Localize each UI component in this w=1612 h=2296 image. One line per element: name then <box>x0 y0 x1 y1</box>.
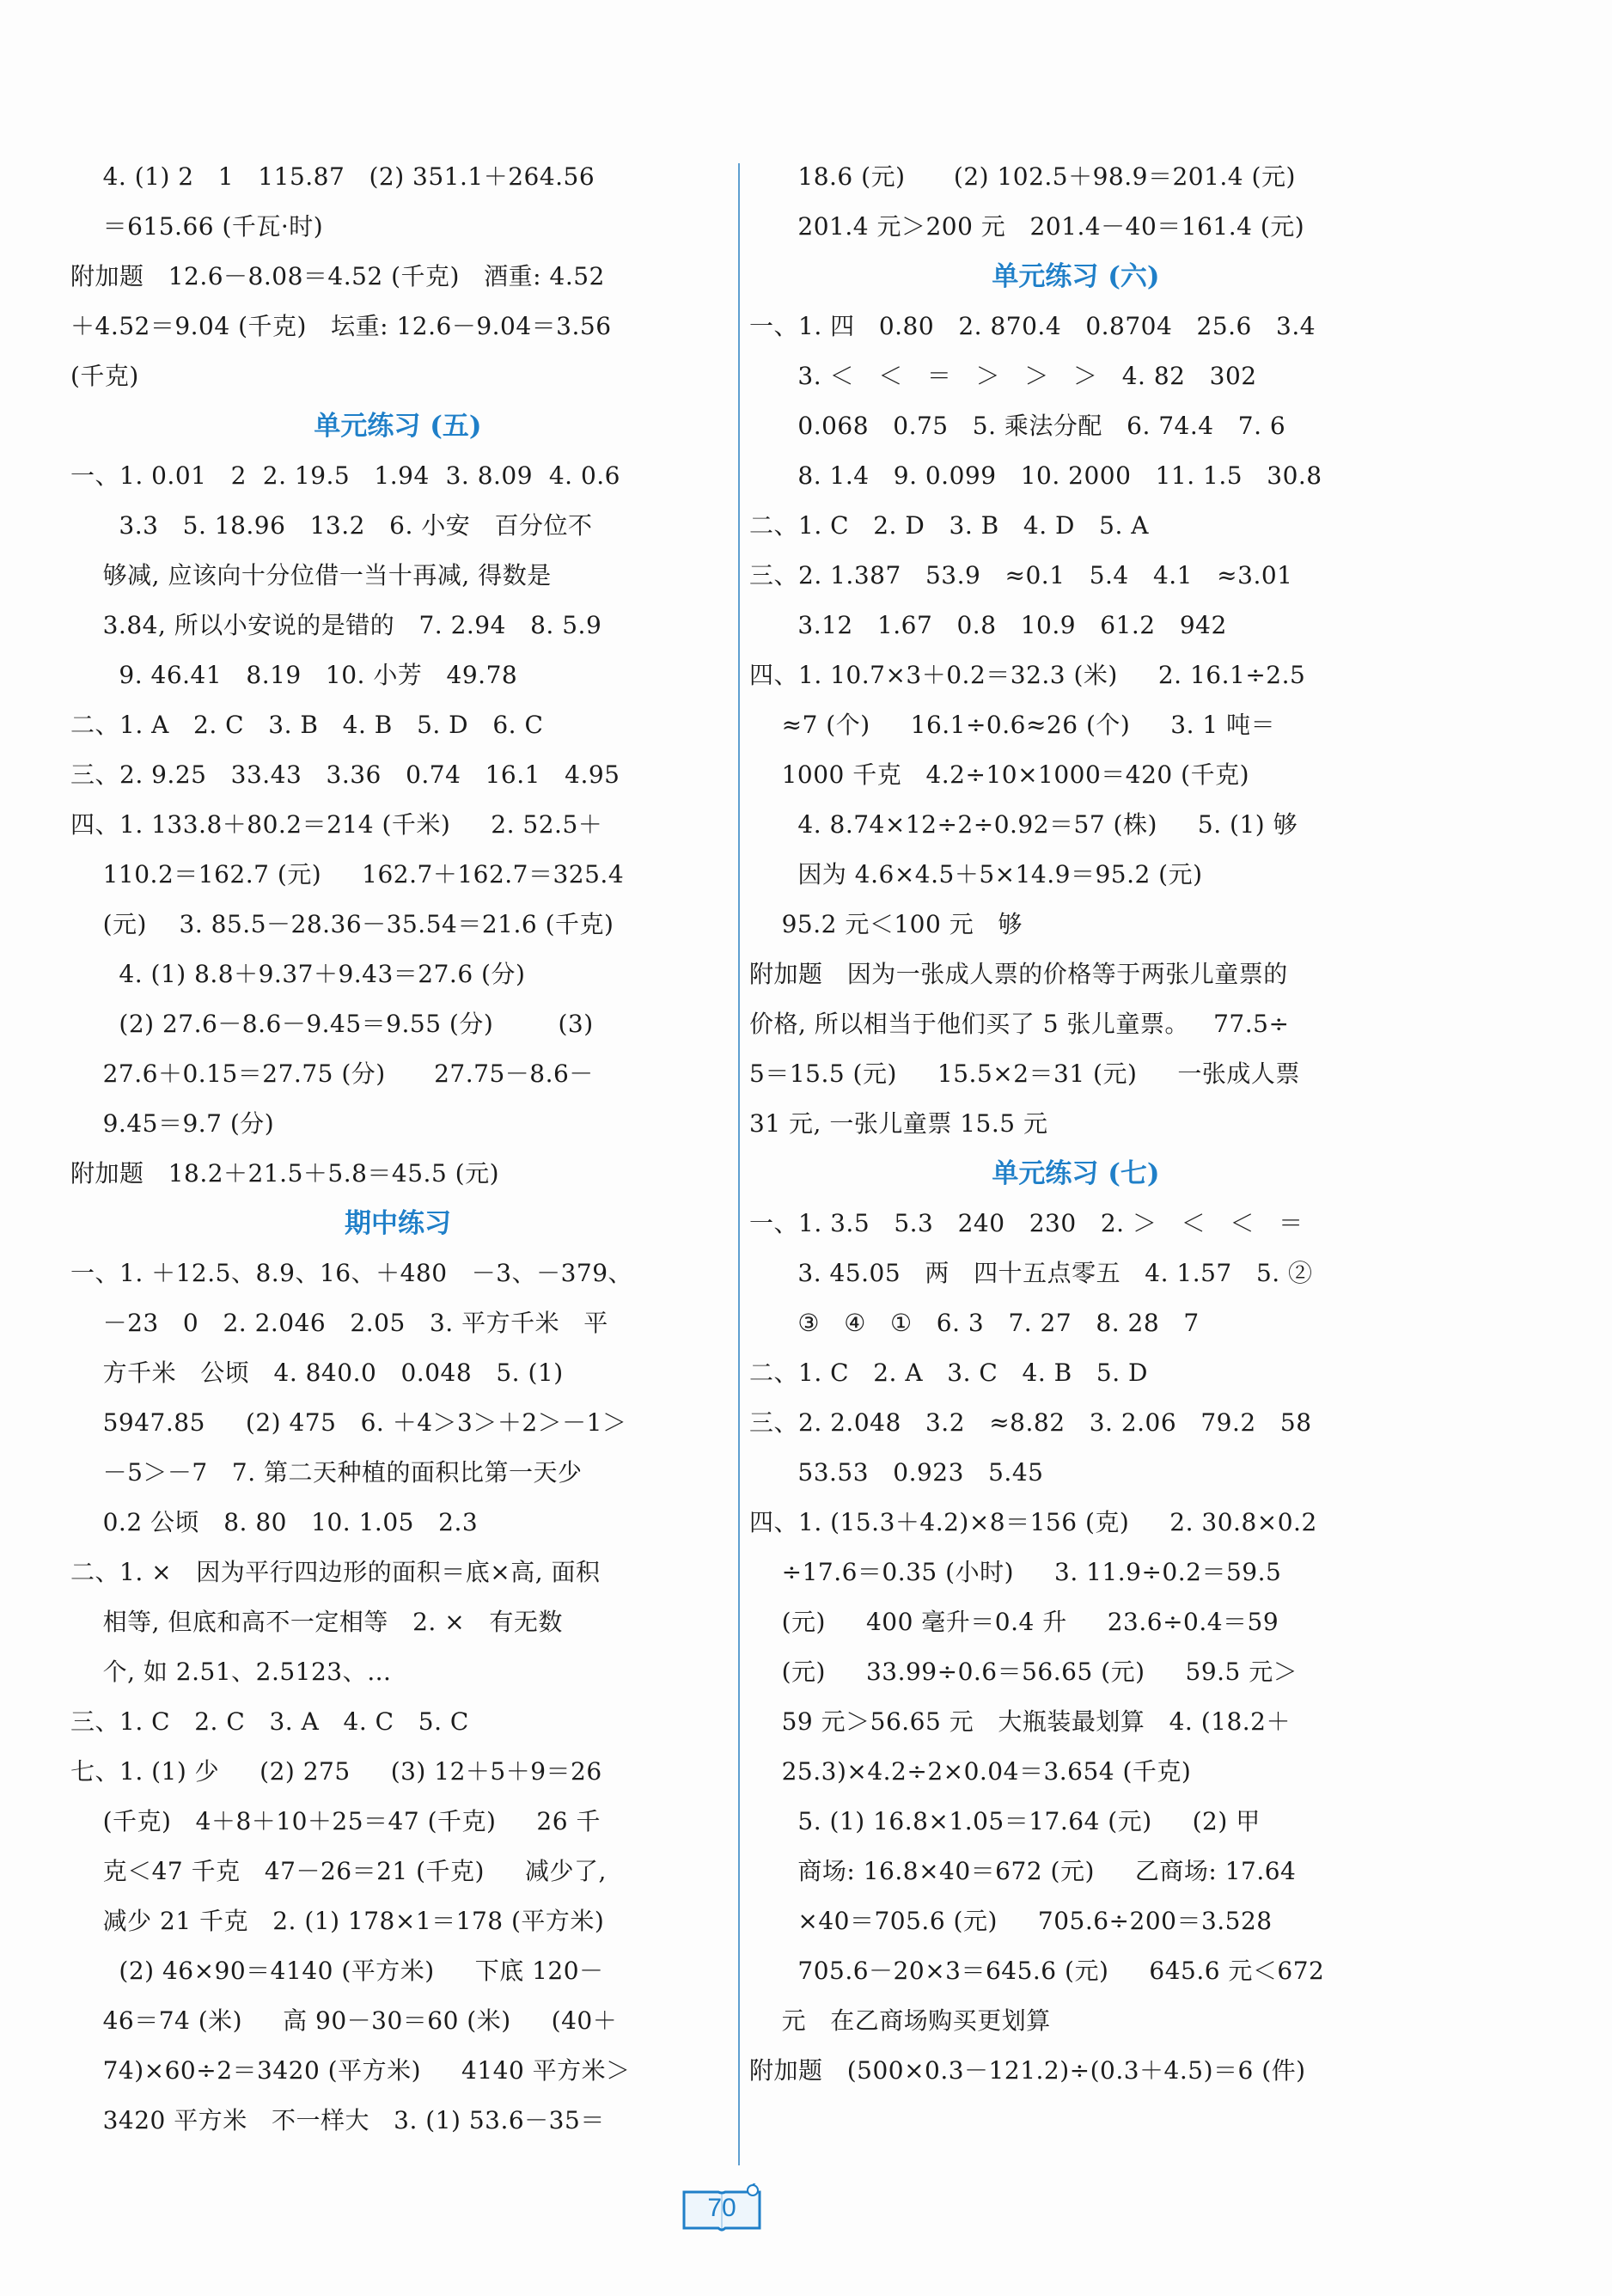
section-heading: 单元练习 (六) <box>992 261 1160 292</box>
text-line: 因为 4.6×4.5＋5×14.9＝95.2 (元) <box>749 860 1203 888</box>
text-line: 够减, 应该向十分位借一当十再减, 得数是 <box>70 561 552 589</box>
text-line: 二、1. A 2. C 3. B 4. B 5. D 6. C <box>70 711 544 739</box>
text-line: 四、1. 10.7×3＋0.2＝32.3 (米) 2. 16.1÷2.5 <box>749 661 1306 689</box>
text-line: ＋4.52＝9.04 (千克) 坛重: 12.6－9.04＝3.56 <box>70 312 612 340</box>
text-line: 减少 21 千克 2. (1) 178×1＝178 (平方米) <box>70 1907 605 1935</box>
text-line: 四、1. 133.8＋80.2＝214 (千米) 2. 52.5＋ <box>70 810 603 839</box>
text-line: 4. (1) 8.8＋9.37＋9.43＝27.6 (分) <box>70 960 526 988</box>
text-line: 27.6＋0.15＝27.75 (分) 27.75－8.6－ <box>70 1059 594 1088</box>
text-line: 附加题 18.2＋21.5＋5.8＝45.5 (元) <box>70 1159 500 1188</box>
text-line: 方千米 公顷 4. 840.0 0.048 5. (1) <box>70 1359 564 1387</box>
text-line: (2) 46×90＝4140 (平方米) 下底 120－ <box>70 1957 604 1985</box>
text-line: 53.53 0.923 5.45 <box>749 1458 1044 1487</box>
text-line: 3.12 1.67 0.8 10.9 61.2 942 <box>749 611 1227 639</box>
text-line: 价格, 所以相当于他们买了 5 张儿童票。 77.5÷ <box>749 1010 1290 1038</box>
text-line: 5＝15.5 (元) 15.5×2＝31 (元) 一张成人票 <box>749 1059 1300 1088</box>
text-line: 附加题 (500×0.3－121.2)÷(0.3＋4.5)＝6 (件) <box>749 2056 1306 2085</box>
text-line: ③ ④ ① 6. 3 7. 27 8. 28 7 <box>749 1309 1200 1337</box>
text-line: 三、2. 2.048 3.2 ≈8.82 3. 2.06 79.2 58 <box>749 1408 1312 1437</box>
page-number: 70 <box>707 2194 736 2222</box>
text-line: 商场: 16.8×40＝672 (元) 乙商场: 17.64 <box>749 1857 1297 1885</box>
text-line: 59 元＞56.65 元 大瓶装最划算 4. (18.2＋ <box>749 1707 1291 1736</box>
text-line: 元 在乙商场购买更划算 <box>749 2006 1051 2035</box>
text-line: (元) 33.99÷0.6＝56.65 (元) 59.5 元＞ <box>749 1658 1298 1686</box>
text-line: 二、1. C 2. A 3. C 4. B 5. D <box>749 1359 1148 1387</box>
text-line: ≈7 (个) 16.1÷0.6≈26 (个) 3. 1 吨＝ <box>749 711 1276 739</box>
text-line: 9. 46.41 8.19 10. 小芳 49.78 <box>70 661 518 689</box>
section-heading: 期中练习 <box>345 1208 451 1239</box>
text-line: 个, 如 2.51、2.5123、… <box>70 1658 392 1686</box>
text-line: 一、1. 四 0.80 2. 870.4 0.8704 25.6 3.4 <box>749 312 1316 340</box>
text-line: (千克) <box>70 362 139 390</box>
text-line: 3.84, 所以小安说的是错的 7. 2.94 8. 5.9 <box>70 611 602 639</box>
text-line: (千克) 4＋8＋10＋25＝47 (千克) 26 千 <box>70 1807 601 1835</box>
text-line: ÷17.6＝0.35 (小时) 3. 11.9÷0.2＝59.5 <box>749 1558 1282 1586</box>
text-line: 95.2 元＜100 元 够 <box>749 910 1023 938</box>
text-line: 二、1. C 2. D 3. B 4. D 5. A <box>749 511 1150 540</box>
text-line: 四、1. (15.3＋4.2)×8＝156 (克) 2. 30.8×0.2 <box>749 1508 1317 1536</box>
text-line: 一、1. 3.5 5.3 240 230 2. ＞ ＜ ＜ ＝ <box>749 1209 1304 1237</box>
text-line: 3.3 5. 18.96 13.2 6. 小安 百分位不 <box>70 511 593 540</box>
text-line: 4. (1) 2 1 115.87 (2) 351.1＋264.56 <box>70 162 595 191</box>
column-divider <box>738 163 740 2165</box>
text-line: 5947.85 (2) 475 6. ＋4＞3＞＋2＞－1＞ <box>70 1408 627 1437</box>
text-line: 74)×60÷2＝3420 (平方米) 4140 平方米＞ <box>70 2056 631 2085</box>
text-line: (元) 3. 85.5－28.36－35.54＝21.6 (千克) <box>70 910 614 938</box>
text-line: 0.068 0.75 5. 乘法分配 6. 74.4 7. 6 <box>749 412 1286 440</box>
text-line: 110.2＝162.7 (元) 162.7＋162.7＝325.4 <box>70 860 625 888</box>
text-line: 18.6 (元) (2) 102.5＋98.9＝201.4 (元) <box>749 162 1296 191</box>
text-line: 0.2 公顷 8. 80 10. 1.05 2.3 <box>70 1508 479 1536</box>
text-line: 二、1. × 因为平行四边形的面积＝底×高, 面积 <box>70 1558 601 1586</box>
text-line: 5. (1) 16.8×1.05＝17.64 (元) (2) 甲 <box>749 1807 1261 1835</box>
text-line: ×40＝705.6 (元) 705.6÷200＝3.528 <box>749 1907 1273 1935</box>
text-line: 4. 8.74×12÷2÷0.92＝57 (株) 5. (1) 够 <box>749 810 1298 839</box>
text-line: －23 0 2. 2.046 2.05 3. 平方千米 平 <box>70 1309 608 1337</box>
text-line: 一、1. ＋12.5、8.9、16、＋480 －3、－379、 <box>70 1259 633 1287</box>
text-line: 25.3)×4.2÷2×0.04＝3.654 (千克) <box>749 1757 1192 1786</box>
text-line: ＝615.66 (千瓦·时) <box>70 212 324 241</box>
text-line: 46＝74 (米) 高 90－30＝60 (米) (40＋ <box>70 2006 618 2035</box>
text-line: 三、1. C 2. C 3. A 4. C 5. C <box>70 1707 469 1736</box>
text-line: 201.4 元＞200 元 201.4－40＝161.4 (元) <box>749 212 1305 241</box>
text-line: 一、1. 0.01 2 2. 19.5 1.94 3. 8.09 4. 0.6 <box>70 461 620 490</box>
text-line: 31 元, 一张儿童票 15.5 元 <box>749 1109 1048 1138</box>
text-line: 三、2. 9.25 33.43 3.36 0.74 16.1 4.95 <box>70 760 620 789</box>
text-line: －5＞－7 7. 第二天种植的面积比第一天少 <box>70 1458 583 1487</box>
text-line: 9.45＝9.7 (分) <box>70 1109 275 1138</box>
text-line: (元) 400 毫升＝0.4 升 23.6÷0.4＝59 <box>749 1608 1279 1636</box>
page-number-badge <box>679 2183 765 2235</box>
text-line: 七、1. (1) 少 (2) 275 (3) 12＋5＋9＝26 <box>70 1757 602 1786</box>
text-line: 1000 千克 4.2÷10×1000＝420 (千克) <box>749 760 1249 789</box>
text-line: (2) 27.6－8.6－9.45＝9.55 (分) (3) <box>70 1010 594 1038</box>
text-line: 8. 1.4 9. 0.099 10. 2000 11. 1.5 30.8 <box>749 461 1322 490</box>
text-line: 三、2. 1.387 53.9 ≈0.1 5.4 4.1 ≈3.01 <box>749 561 1293 589</box>
section-heading: 单元练习 (七) <box>992 1158 1160 1189</box>
text-line: 705.6－20×3＝645.6 (元) 645.6 元＜672 <box>749 1957 1325 1985</box>
text-line: 3420 平方米 不一样大 3. (1) 53.6－35＝ <box>70 2106 605 2134</box>
text-line: 3. ＜ ＜ ＝ ＞ ＞ ＞ 4. 82 302 <box>749 362 1257 390</box>
text-line: 附加题 因为一张成人票的价格等于两张儿童票的 <box>749 960 1288 988</box>
text-line: 3. 45.05 两 四十五点零五 4. 1.57 5. ② <box>749 1259 1313 1287</box>
text-line: 相等, 但底和高不一定相等 2. × 有无数 <box>70 1608 563 1636</box>
text-line: 附加题 12.6－8.08＝4.52 (千克) 酒重: 4.52 <box>70 262 605 290</box>
section-heading: 单元练习 (五) <box>314 411 482 442</box>
text-line: 克＜47 千克 47－26＝21 (千克) 减少了, <box>70 1857 607 1885</box>
